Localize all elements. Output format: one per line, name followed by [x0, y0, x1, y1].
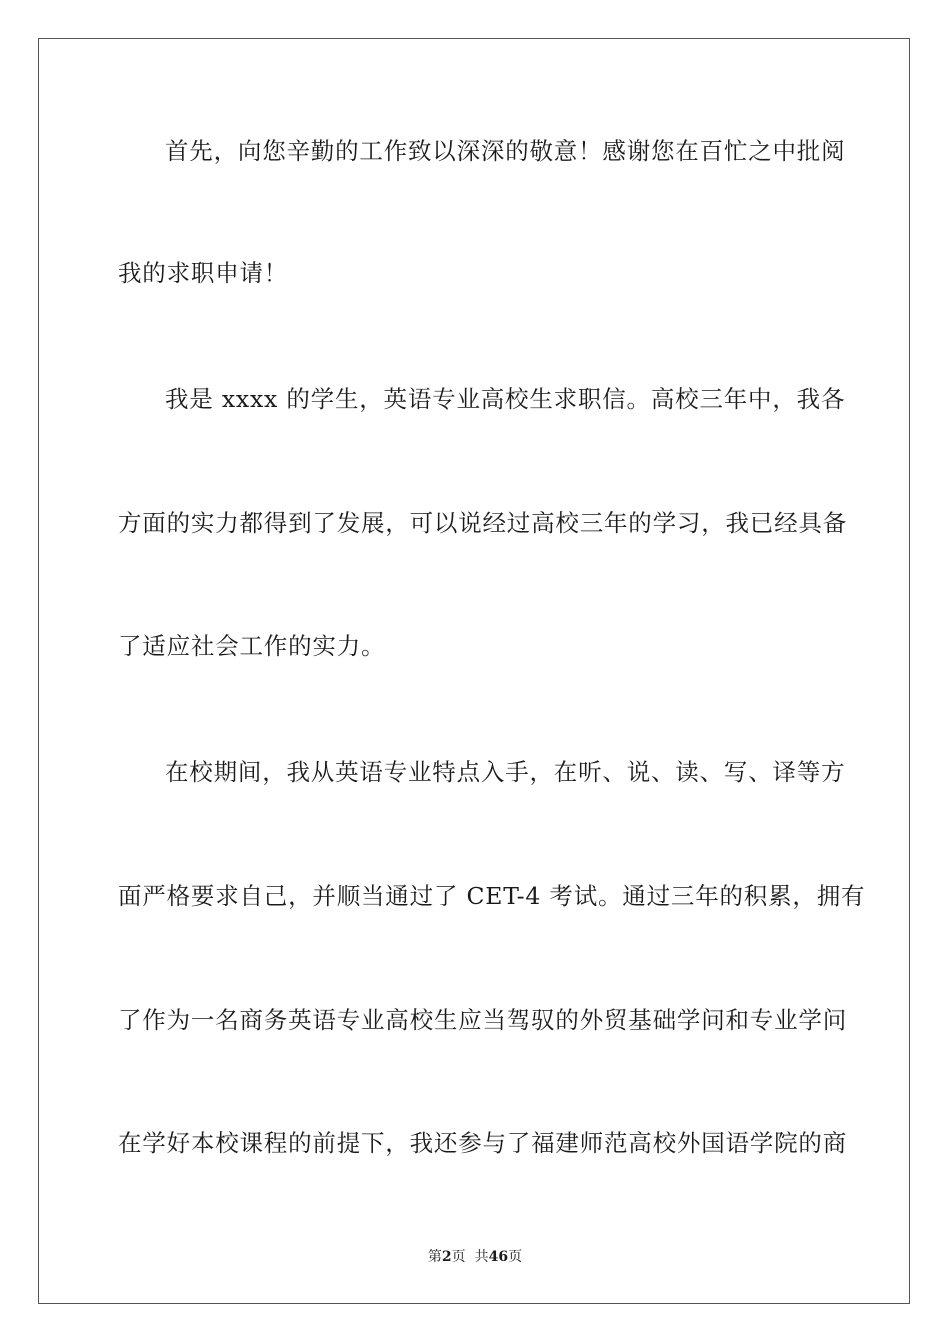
page-suffix: 页 [508, 1249, 523, 1265]
paragraph-line-3: 我是 xxxx 的学生，英语专业高校生求职信。高校三年中，我各 [165, 385, 846, 413]
paragraph-line-2: 我的求职申请！ [118, 259, 289, 287]
paragraph-line-4: 方面的实力都得到了发展，可以说经过高校三年的学习，我已经具备 [118, 509, 847, 537]
page-number-footer [0, 1248, 950, 1266]
paragraph-line-6: 在校期间，我从英语专业特点入手，在听、说、读、写、译等方 [165, 758, 846, 786]
paragraph-line-7: 面严格要求自己，并顺当通过了 CET-4 考试。通过三年的积累，拥有 [118, 882, 866, 910]
paragraph-line-8: 了作为一名商务英语专业高校生应当驾驭的外贸基础学问和专业学问 [118, 1006, 847, 1034]
paragraph-line-9: 在学好本校课程的前提下，我还参与了福建师范高校外国语学院的商 [118, 1129, 847, 1157]
paragraph-line-1: 首先，向您辛勤的工作致以深深的敬意！感谢您在百忙之中批阅 [165, 137, 846, 165]
paragraph-line-5: 了适应社会工作的实力。 [118, 632, 386, 660]
page-frame [38, 38, 910, 1304]
total-page-number: 46 [488, 1249, 509, 1265]
current-page-number: 2 [441, 1249, 452, 1265]
page-prefix: 第 [427, 1249, 442, 1265]
page-mid: 页 共 [451, 1249, 489, 1265]
